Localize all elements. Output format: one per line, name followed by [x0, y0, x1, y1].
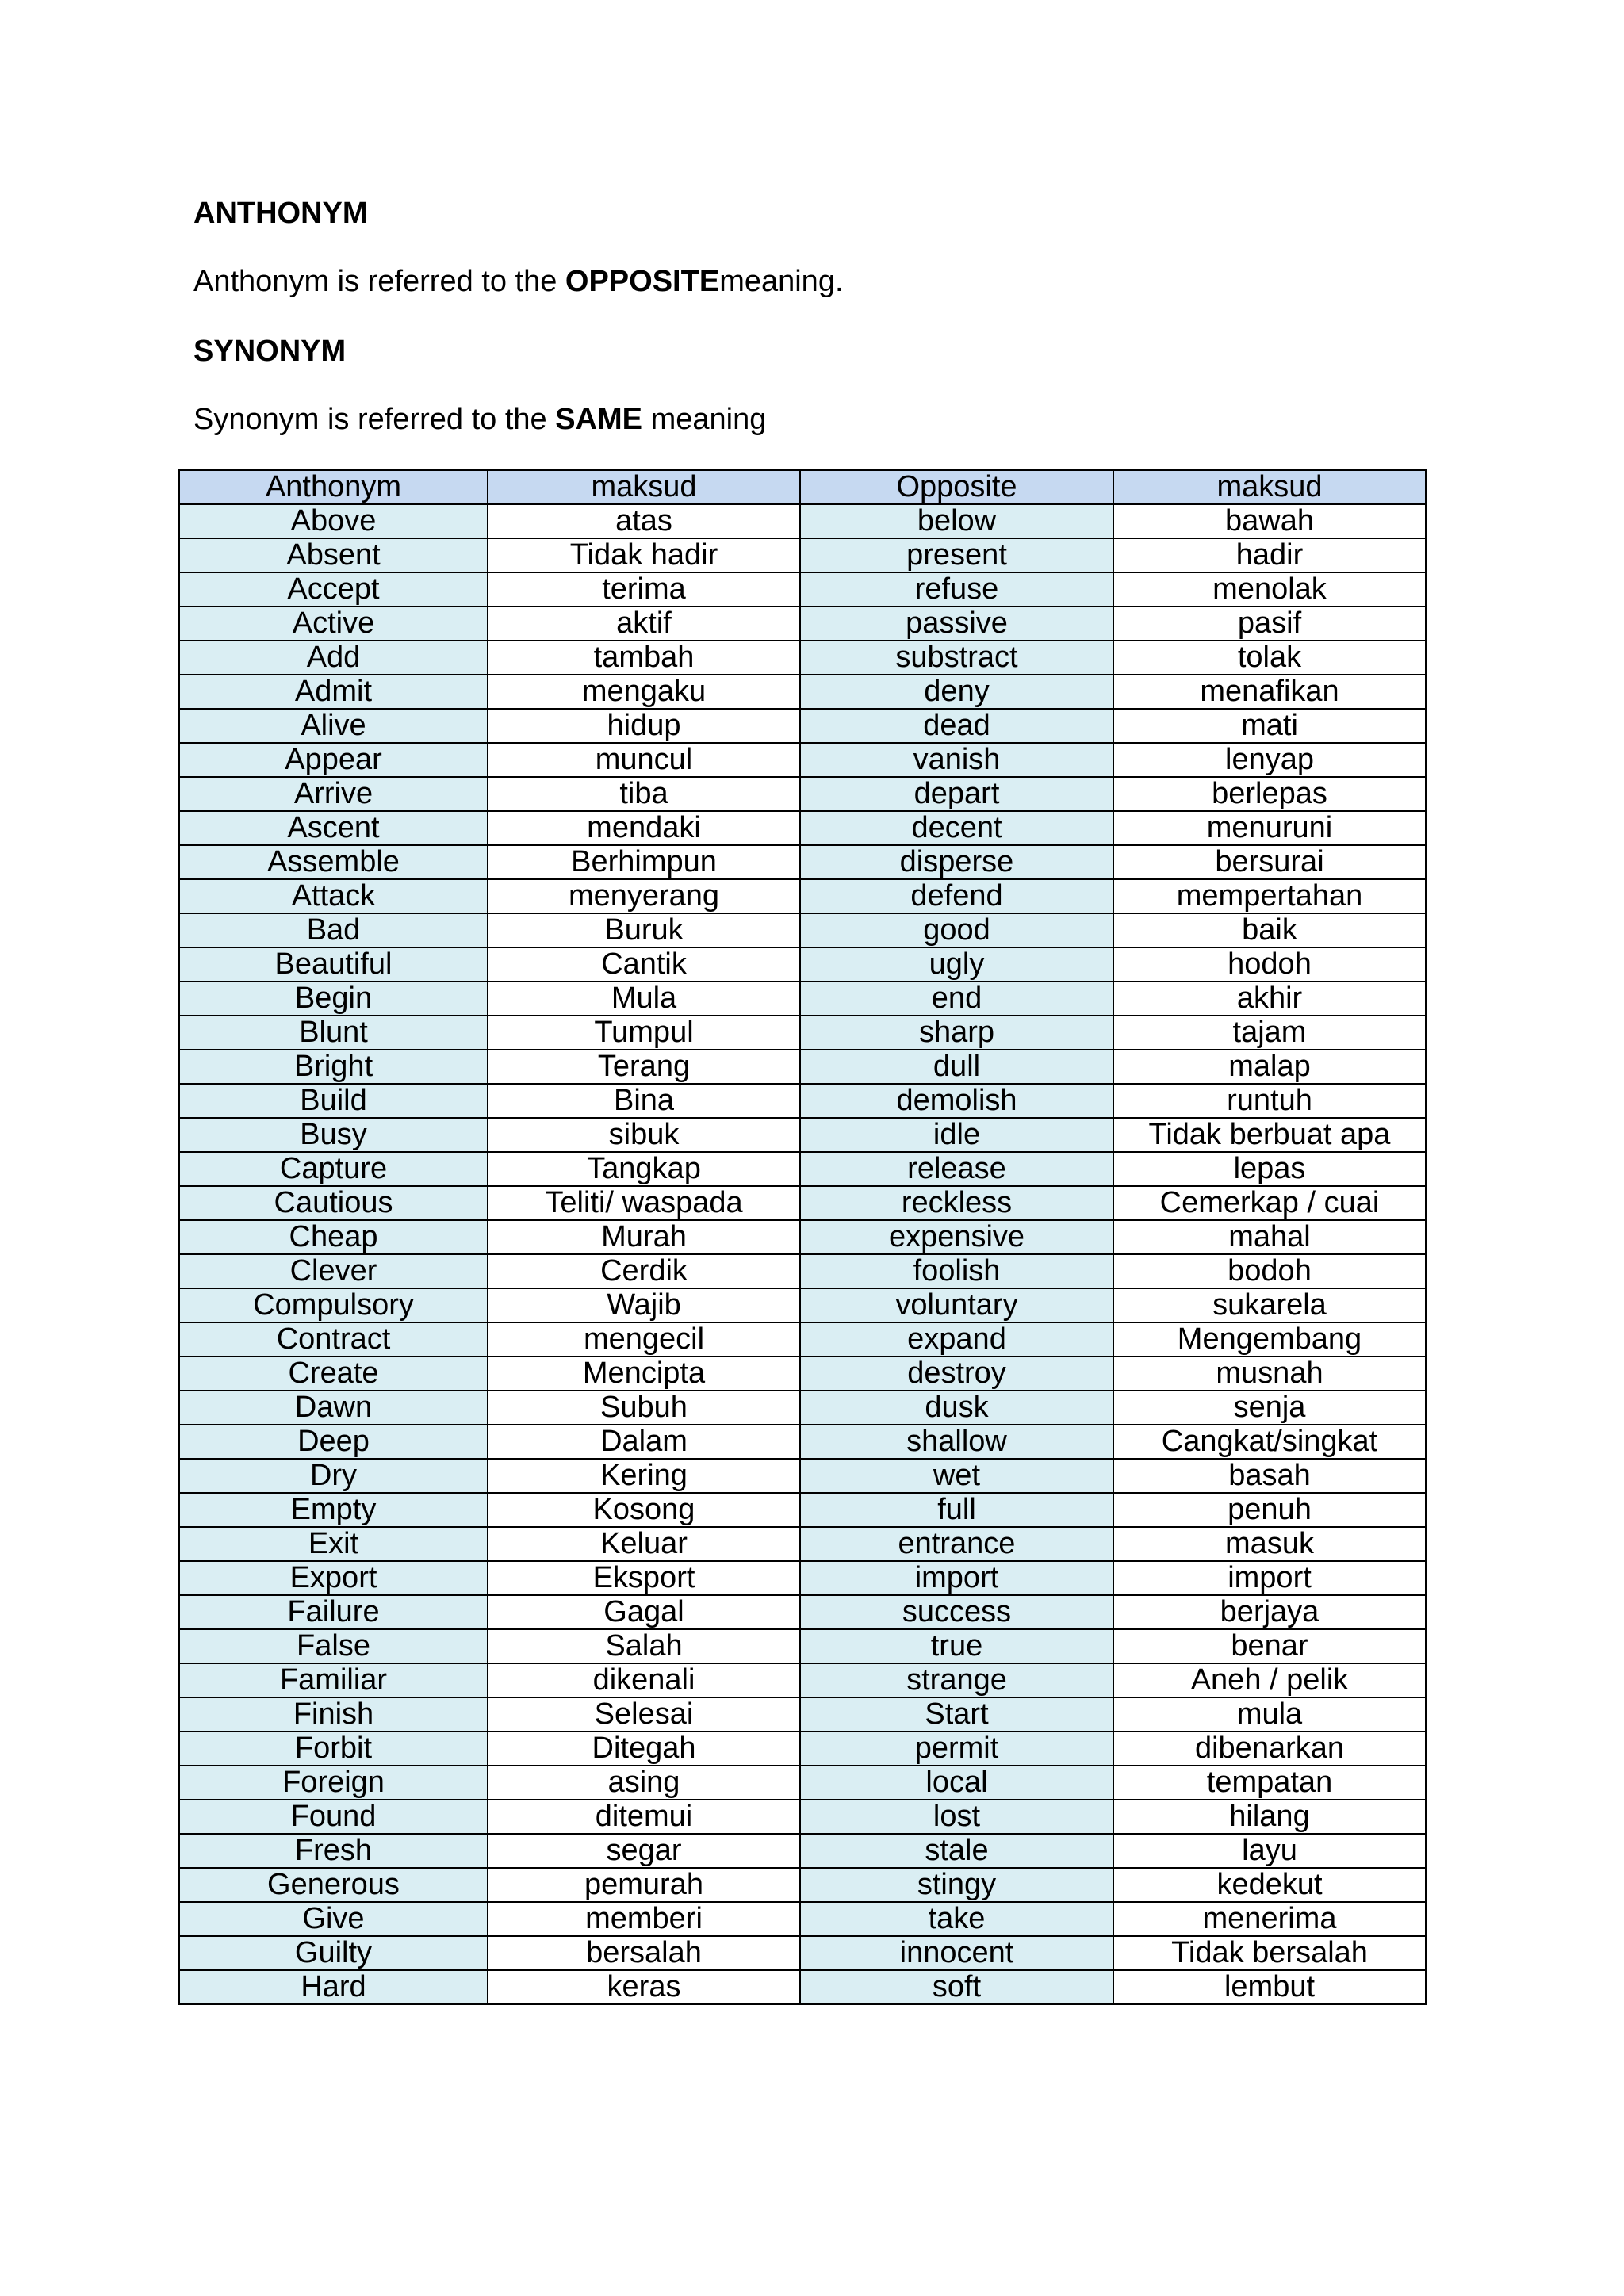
cell-opposite-maksud: import	[1113, 1561, 1426, 1595]
cell-anthonym-maksud: Tangkap	[488, 1152, 800, 1186]
cell-anthonym: Accept	[179, 572, 488, 607]
table-row	[179, 504, 1426, 538]
table-row	[179, 1186, 1426, 1220]
cell-opposite-maksud: mati	[1113, 709, 1426, 743]
table-row	[179, 845, 1426, 879]
cell-opposite-maksud: berjaya	[1113, 1595, 1426, 1629]
cell-opposite: full	[800, 1493, 1113, 1527]
cell-anthonym-maksud: tambah	[488, 641, 800, 675]
cell-opposite-maksud: lenyap	[1113, 743, 1426, 777]
cell-anthonym-maksud: mengaku	[488, 675, 800, 709]
table-row	[179, 1425, 1426, 1459]
cell-opposite: end	[800, 982, 1113, 1016]
cell-opposite-maksud: berlepas	[1113, 777, 1426, 811]
cell-opposite: vanish	[800, 743, 1113, 777]
cell-opposite: local	[800, 1766, 1113, 1800]
cell-opposite-maksud: Mengembang	[1113, 1322, 1426, 1357]
cell-opposite: dead	[800, 709, 1113, 743]
cell-opposite-maksud: tolak	[1113, 641, 1426, 675]
cell-opposite: destroy	[800, 1357, 1113, 1391]
cell-anthonym: Arrive	[179, 777, 488, 811]
cell-opposite-maksud: sukarela	[1113, 1288, 1426, 1322]
cell-opposite-maksud: runtuh	[1113, 1084, 1426, 1118]
cell-opposite-maksud: Cemerkap / cuai	[1113, 1186, 1426, 1220]
cell-anthonym-maksud: hidup	[488, 709, 800, 743]
cell-opposite-maksud: Aneh / pelik	[1113, 1663, 1426, 1697]
table-row	[179, 1663, 1426, 1697]
table-row	[179, 607, 1426, 641]
table-row	[179, 1970, 1426, 2004]
cell-opposite: ugly	[800, 947, 1113, 982]
cell-opposite: present	[800, 538, 1113, 572]
cell-anthonym: Forbit	[179, 1732, 488, 1766]
cell-anthonym: Hard	[179, 1970, 488, 2004]
cell-opposite-maksud: masuk	[1113, 1527, 1426, 1561]
cell-opposite-maksud: benar	[1113, 1629, 1426, 1663]
cell-anthonym-maksud: Selesai	[488, 1697, 800, 1732]
definition-synonym-text: Synonym is referred to the	[193, 403, 556, 436]
cell-anthonym: Cheap	[179, 1220, 488, 1254]
cell-anthonym-maksud: Murah	[488, 1220, 800, 1254]
cell-anthonym-maksud: Kosong	[488, 1493, 800, 1527]
cell-anthonym-maksud: Tidak hadir	[488, 538, 800, 572]
cell-anthonym: Dawn	[179, 1391, 488, 1425]
cell-anthonym: Active	[179, 607, 488, 641]
cell-anthonym-maksud: keras	[488, 1970, 800, 2004]
cell-opposite: dull	[800, 1050, 1113, 1084]
cell-opposite: below	[800, 504, 1113, 538]
cell-opposite: Start	[800, 1697, 1113, 1732]
table-row	[179, 1834, 1426, 1868]
cell-anthonym-maksud: Eksport	[488, 1561, 800, 1595]
cell-anthonym: Guilty	[179, 1936, 488, 1970]
cell-opposite: decent	[800, 811, 1113, 845]
definition-anthonym-text: Anthonym is referred to the	[193, 265, 565, 298]
cell-opposite: stingy	[800, 1868, 1113, 1902]
cell-anthonym-maksud: dikenali	[488, 1663, 800, 1697]
cell-opposite: foolish	[800, 1254, 1113, 1288]
table-row	[179, 1050, 1426, 1084]
cell-opposite: take	[800, 1902, 1113, 1936]
cell-anthonym: Build	[179, 1084, 488, 1118]
cell-anthonym-maksud: atas	[488, 504, 800, 538]
cell-opposite-maksud: mahal	[1113, 1220, 1426, 1254]
cell-opposite-maksud: layu	[1113, 1834, 1426, 1868]
cell-anthonym: Add	[179, 641, 488, 675]
cell-opposite: substract	[800, 641, 1113, 675]
vocabulary-table	[178, 469, 1427, 2005]
table-row	[179, 1902, 1426, 1936]
cell-anthonym: Contract	[179, 1322, 488, 1357]
cell-anthonym-maksud: Terang	[488, 1050, 800, 1084]
cell-opposite-maksud: Tidak berbuat apa	[1113, 1118, 1426, 1152]
cell-opposite: shallow	[800, 1425, 1113, 1459]
cell-anthonym-maksud: memberi	[488, 1902, 800, 1936]
cell-anthonym: Found	[179, 1800, 488, 1834]
cell-opposite-maksud: menuruni	[1113, 811, 1426, 845]
table-row	[179, 1220, 1426, 1254]
table-row	[179, 743, 1426, 777]
cell-anthonym: Compulsory	[179, 1288, 488, 1322]
cell-anthonym: Bright	[179, 1050, 488, 1084]
cell-anthonym: Appear	[179, 743, 488, 777]
cell-anthonym-maksud: Tumpul	[488, 1016, 800, 1050]
table-row	[179, 1697, 1426, 1732]
cell-anthonym: Fresh	[179, 1834, 488, 1868]
table-header-row	[179, 470, 1426, 504]
cell-opposite-maksud: hilang	[1113, 1800, 1426, 1834]
cell-opposite-maksud: menafikan	[1113, 675, 1426, 709]
cell-opposite: refuse	[800, 572, 1113, 607]
table-row	[179, 1254, 1426, 1288]
cell-opposite-maksud: hodoh	[1113, 947, 1426, 982]
cell-anthonym-maksud: ditemui	[488, 1800, 800, 1834]
cell-opposite-maksud: tempatan	[1113, 1766, 1426, 1800]
table-row	[179, 1493, 1426, 1527]
cell-anthonym-maksud: muncul	[488, 743, 800, 777]
cell-anthonym-maksud: Dalam	[488, 1425, 800, 1459]
cell-opposite: defend	[800, 879, 1113, 913]
table-row	[179, 1595, 1426, 1629]
cell-anthonym-maksud: segar	[488, 1834, 800, 1868]
cell-opposite: soft	[800, 1970, 1113, 2004]
header-opposite: Opposite	[800, 470, 1113, 504]
cell-opposite: reckless	[800, 1186, 1113, 1220]
cell-opposite: disperse	[800, 845, 1113, 879]
cell-opposite-maksud: bawah	[1113, 504, 1426, 538]
table-row	[179, 1936, 1426, 1970]
table-row	[179, 879, 1426, 913]
cell-anthonym-maksud: Wajib	[488, 1288, 800, 1322]
table-row	[179, 709, 1426, 743]
table-row	[179, 1288, 1426, 1322]
table-body	[179, 504, 1426, 2004]
cell-opposite-maksud: basah	[1113, 1459, 1426, 1493]
header-anthonym: Anthonym	[179, 470, 488, 504]
cell-anthonym: Familiar	[179, 1663, 488, 1697]
cell-anthonym: Assemble	[179, 845, 488, 879]
table-row	[179, 538, 1426, 572]
cell-anthonym-maksud: aktif	[488, 607, 800, 641]
table-row	[179, 1016, 1426, 1050]
cell-opposite-maksud: menerima	[1113, 1902, 1426, 1936]
cell-anthonym: Dry	[179, 1459, 488, 1493]
cell-opposite: dusk	[800, 1391, 1113, 1425]
table-row	[179, 572, 1426, 607]
cell-anthonym: Empty	[179, 1493, 488, 1527]
cell-anthonym-maksud: Cantik	[488, 947, 800, 982]
cell-anthonym-maksud: Cerdik	[488, 1254, 800, 1288]
cell-anthonym-maksud: Teliti/ waspada	[488, 1186, 800, 1220]
cell-opposite-maksud: menolak	[1113, 572, 1426, 607]
cell-anthonym: Create	[179, 1357, 488, 1391]
cell-opposite: strange	[800, 1663, 1113, 1697]
cell-anthonym: Cautious	[179, 1186, 488, 1220]
cell-anthonym-maksud: asing	[488, 1766, 800, 1800]
cell-opposite: good	[800, 913, 1113, 947]
definition-synonym-bold: SAME	[555, 403, 643, 436]
cell-anthonym: False	[179, 1629, 488, 1663]
cell-anthonym: Generous	[179, 1868, 488, 1902]
cell-opposite: demolish	[800, 1084, 1113, 1118]
cell-anthonym-maksud: Bina	[488, 1084, 800, 1118]
header-maksud-opposite: maksud	[1113, 470, 1426, 504]
table-row	[179, 1084, 1426, 1118]
cell-anthonym-maksud: mendaki	[488, 811, 800, 845]
cell-anthonym: Admit	[179, 675, 488, 709]
cell-opposite-maksud: dibenarkan	[1113, 1732, 1426, 1766]
table-row	[179, 1391, 1426, 1425]
cell-opposite-maksud: lembut	[1113, 1970, 1426, 2004]
cell-anthonym: Blunt	[179, 1016, 488, 1050]
cell-anthonym: Ascent	[179, 811, 488, 845]
heading-anthonym: ANTHONYM	[193, 197, 368, 230]
header-maksud: maksud	[488, 470, 800, 504]
cell-opposite-maksud: mula	[1113, 1697, 1426, 1732]
table-row	[179, 811, 1426, 845]
cell-anthonym-maksud: tiba	[488, 777, 800, 811]
cell-anthonym-maksud: mengecil	[488, 1322, 800, 1357]
cell-opposite: wet	[800, 1459, 1113, 1493]
cell-anthonym: Beautiful	[179, 947, 488, 982]
cell-anthonym-maksud: Salah	[488, 1629, 800, 1663]
cell-opposite-maksud: penuh	[1113, 1493, 1426, 1527]
cell-anthonym: Alive	[179, 709, 488, 743]
cell-anthonym-maksud: Kering	[488, 1459, 800, 1493]
cell-anthonym-maksud: Mencipta	[488, 1357, 800, 1391]
cell-anthonym: Busy	[179, 1118, 488, 1152]
table-row	[179, 1322, 1426, 1357]
table-row	[179, 1868, 1426, 1902]
table-row	[179, 947, 1426, 982]
cell-anthonym: Failure	[179, 1595, 488, 1629]
cell-opposite-maksud: tajam	[1113, 1016, 1426, 1050]
cell-opposite: success	[800, 1595, 1113, 1629]
cell-anthonym: Finish	[179, 1697, 488, 1732]
cell-opposite: stale	[800, 1834, 1113, 1868]
table-row	[179, 777, 1426, 811]
cell-anthonym: Absent	[179, 538, 488, 572]
table-row	[179, 1629, 1426, 1663]
cell-opposite-maksud: akhir	[1113, 982, 1426, 1016]
cell-anthonym-maksud: Buruk	[488, 913, 800, 947]
cell-anthonym: Above	[179, 504, 488, 538]
cell-opposite: innocent	[800, 1936, 1113, 1970]
table-row	[179, 913, 1426, 947]
cell-opposite-maksud: Tidak bersalah	[1113, 1936, 1426, 1970]
cell-anthonym-maksud: pemurah	[488, 1868, 800, 1902]
cell-opposite-maksud: senja	[1113, 1391, 1426, 1425]
table-row	[179, 1800, 1426, 1834]
cell-anthonym: Deep	[179, 1425, 488, 1459]
table-row	[179, 675, 1426, 709]
cell-opposite: true	[800, 1629, 1113, 1663]
definition-synonym-tail: meaning	[642, 403, 767, 436]
table-row	[179, 1118, 1426, 1152]
cell-opposite-maksud: mempertahan	[1113, 879, 1426, 913]
cell-anthonym-maksud: Subuh	[488, 1391, 800, 1425]
cell-opposite: release	[800, 1152, 1113, 1186]
cell-opposite-maksud: lepas	[1113, 1152, 1426, 1186]
heading-synonym: SYNONYM	[193, 335, 347, 368]
cell-opposite-maksud: musnah	[1113, 1357, 1426, 1391]
cell-opposite: sharp	[800, 1016, 1113, 1050]
cell-opposite-maksud: pasif	[1113, 607, 1426, 641]
cell-anthonym-maksud: Mula	[488, 982, 800, 1016]
cell-opposite: idle	[800, 1118, 1113, 1152]
cell-anthonym-maksud: Gagal	[488, 1595, 800, 1629]
cell-opposite-maksud: bodoh	[1113, 1254, 1426, 1288]
cell-opposite-maksud: bersurai	[1113, 845, 1426, 879]
cell-opposite: depart	[800, 777, 1113, 811]
table-row	[179, 1527, 1426, 1561]
cell-opposite: lost	[800, 1800, 1113, 1834]
cell-anthonym-maksud: menyerang	[488, 879, 800, 913]
cell-opposite: expensive	[800, 1220, 1113, 1254]
cell-opposite: permit	[800, 1732, 1113, 1766]
cell-anthonym: Export	[179, 1561, 488, 1595]
definition-anthonym-bold: OPPOSITE	[565, 265, 720, 298]
cell-anthonym: Bad	[179, 913, 488, 947]
cell-opposite-maksud: Cangkat/singkat	[1113, 1425, 1426, 1459]
table-row	[179, 982, 1426, 1016]
cell-anthonym: Begin	[179, 982, 488, 1016]
table-row	[179, 1459, 1426, 1493]
cell-opposite-maksud: kedekut	[1113, 1868, 1426, 1902]
cell-anthonym-maksud: terima	[488, 572, 800, 607]
definition-synonym	[193, 404, 766, 434]
cell-opposite-maksud: hadir	[1113, 538, 1426, 572]
table-row	[179, 641, 1426, 675]
cell-anthonym-maksud: sibuk	[488, 1118, 800, 1152]
cell-opposite: expand	[800, 1322, 1113, 1357]
cell-opposite: entrance	[800, 1527, 1113, 1561]
cell-opposite: import	[800, 1561, 1113, 1595]
cell-anthonym: Clever	[179, 1254, 488, 1288]
cell-anthonym-maksud: Ditegah	[488, 1732, 800, 1766]
table-row	[179, 1357, 1426, 1391]
cell-anthonym: Give	[179, 1902, 488, 1936]
cell-opposite: passive	[800, 607, 1113, 641]
cell-opposite-maksud: malap	[1113, 1050, 1426, 1084]
cell-anthonym-maksud: Berhimpun	[488, 845, 800, 879]
cell-opposite: voluntary	[800, 1288, 1113, 1322]
cell-anthonym-maksud: bersalah	[488, 1936, 800, 1970]
table-row	[179, 1732, 1426, 1766]
cell-opposite-maksud: baik	[1113, 913, 1426, 947]
table-row	[179, 1152, 1426, 1186]
cell-anthonym: Exit	[179, 1527, 488, 1561]
cell-anthonym: Capture	[179, 1152, 488, 1186]
table-row	[179, 1766, 1426, 1800]
cell-anthonym: Foreign	[179, 1766, 488, 1800]
cell-anthonym-maksud: Keluar	[488, 1527, 800, 1561]
table-row	[179, 1561, 1426, 1595]
cell-opposite: deny	[800, 675, 1113, 709]
cell-anthonym: Attack	[179, 879, 488, 913]
definition-anthonym-tail: meaning.	[719, 265, 844, 298]
definition-anthonym	[193, 266, 844, 297]
